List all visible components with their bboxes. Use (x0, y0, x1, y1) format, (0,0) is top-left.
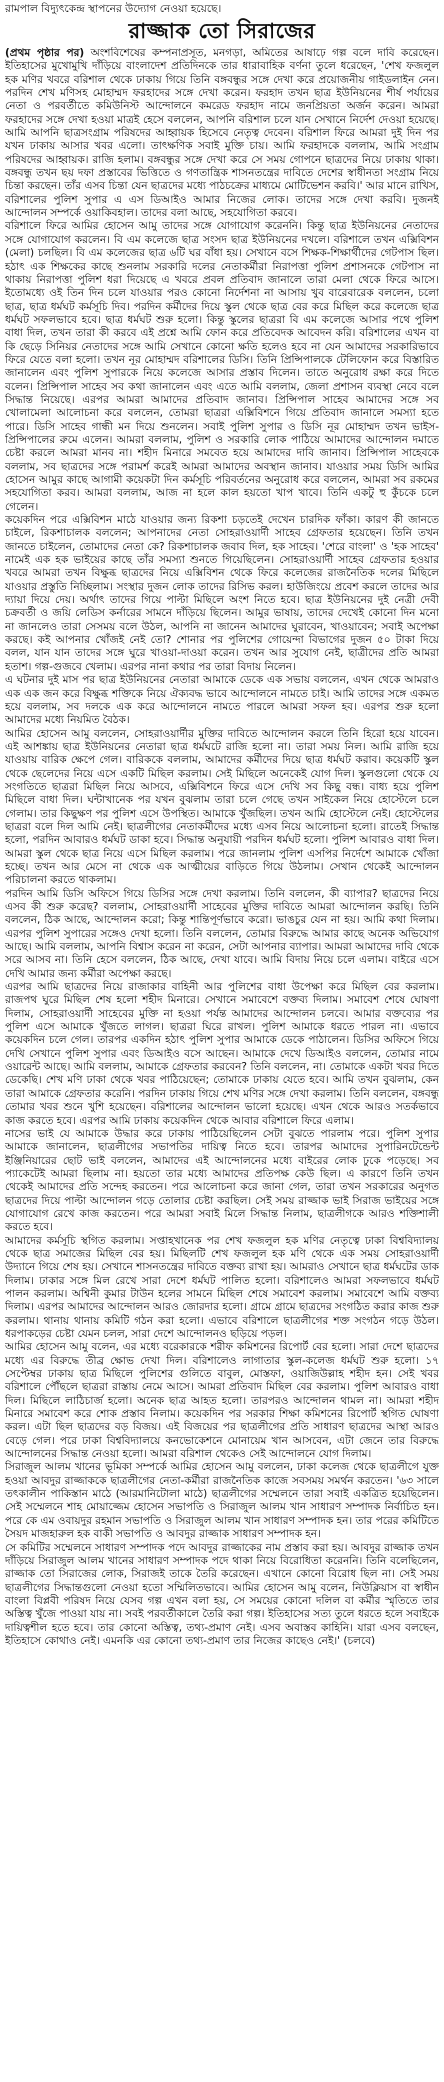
article-paragraph: বরিশালে ফিরে আমির হোসেন আমু তাদের সঙ্গে যোগাযোগ করেননি। কিন্তু ছাত্র ইউনিয়নের নেতাদের সঙ্গে যোগাযোগ করলেন। বি এম কলেজে ছাত্র সংসদ ছাত্র ইউনিয়নের দখলে। বরিশালে তখন এক্সিবিশন (মেলা) চলছিল। বি এম কলেজের ছাত্র ৬টি ঘর বাঁধা হয়। সেখানে বসে শিক্ষক-শিক্ষার্থীদের গেটপাস ছিল। হঠাৎ এক শিক্ষকের কাছে শুনলাম সরকারি দলের নেতাকর্মীরা নিরাপত্তা পুলিশ প্রশাসনকে গেটপাস না থাকায় নিরাপত্তা পুলিশ ধরা দিয়েছে এ খবরে প্রবল প্রতিবাদ জানালে তারা মেলা থেকে ফিরে আসে। ইতোমধ্যে ওই তিন দিন চলে যাওয়ার পরও কোনো নির্দেশনা না আসায় খুব বারেবারেক বললেন, চলো ছাত্র, ছাত্র ধর্মঘট কর্মসূচি দিব। পরদিন কর্মীদের দিয়ে স্কুল থেকে ছাত্র বের করে মিছিল করে কলেজে ছাত্র ধর্মঘট সফলভাবে হবে। ছাত্র ধর্মঘট শুরু হলো। কিন্তু স্কুলের ছাত্ররা বি এম কলেজে আসার পথে পুলিশ বাধা দিল, তখন তারা কী করবে এই প্রশ্নে আমি ফোন করে প্রতিবেদক আবেদন করি। বরিশালের এখন বা কি ছেড়ে সিনিয়র নেতাদের সঙ্গে আমি সেখানে কোনো ক্ষতি হলেও হবে না যেন আমাদের সরকারিভাবে ফিরে যেতে বলা হলো। তখন নূর মোহাম্মদ বরিশালের ডিসি। তিনি প্রিন্সিপালকে টেলিফোন করে বিস্তারিত জানালেন এবং পুলিশ সুপারকে নিয়ে কলেজে আসার প্রস্তাব দিলেন। তাতে অনুরোধ রক্ষা করে দিতে বলেন। প্রিন্সিপাল সাহেব সব কথা জানালেন এবং এতে আমি বললাম, জেলা প্রশাসন ব্যবস্থা নেবে বলে সিদ্ধান্ত নিয়েছে। এরপর আমরা আমাদের প্রতিবাদ জানাব। প্রিন্সিপাল সাহেব আমাদের সঙ্গে সব খোলামেলা আলোচনা করে বললেন, তোমরা ছাত্ররা এক্সিবিশনে গিয়ে প্রতিবাদ জানালে সমস্যা হতে পারে। ডিসি সাহেব গান্ধী মন দিয়ে শুনলেন। সবাই পুলিশ সুপার ও ডিসি নূর মোহাম্মদ তখন ভাইস-প্রিন্সিপালের রুমে এলেন। আমরা বললাম, পুলিশ ও সরকারি লোক পাঠিয়ে আমাদের আন্দোলন দমাতে চেষ্টা করলে আমরা মানব না। শহীদ মিনারে সমবেত হয়ে আমাদের দাবি জানাব। প্রিন্সিপাল সাহেবকে বললাম, সব ছাত্রদের সঙ্গে পরামর্শ করেই আমরা আমাদের অবস্থান জানাব। যাওয়ার সময় ডিসি আমির হোসেন আমুর কাছে আগামী কয়েকটা দিন কর্মসূচি পরিবর্তনের অনুরোধ করে বললেন, আমরা সব রকমের সহযোগিতা করব। আমরা বললাম, আজ না হলে কাল হয়তো খাপ খাবে। তিনি একটু হু কুঁচকে চলে গেলেন। (5, 220, 439, 513)
article-paragraph: এরপর আমি ছাত্রদের নিয়ে রাজাকার বাহিনী আর পুলিশের বাধা উপেক্ষা করে মিছিল বের করলাম। রাজপথ ঘুরে মিছিল শেষ হলো শহীদ মিনারে। সেখানে সমাবেশে বক্তব্য দিলাম। সমাবেশ শেষে ঘোষণা দিলাম, সোহরাওয়ার্দী সাহেবের মুক্তি না হওয়া পর্যন্ত আমাদের আন্দোলন চলবে। আমার বক্তব্যের পর পুলিশ এসে আমাকে খুঁজতে লাগল। ছাত্ররা ঘিরে রাখল। পুলিশ আমাকে ধরতে পারল না। এভাবে কয়েকদিন চলে গেল। তারপর একদিন হঠাৎ পুলিশ সুপার আমাকে ডেকে পাঠালেন। ডিসির অফিসে গিয়ে দেখি সেখানে পুলিশ সুপার এবং ডিআইও বসে আছেন। আমাকে দেখে ডিআইও বললেন, তোমার নামে ওয়ারেন্ট আছে। আমি বললাম, আমাকে গ্রেফতার করবেন? তিনি বললেন, না। তোমাকে একটা খবর দিতে ডেকেছি। শেখ মণি ঢাকা থেকে খবর পাঠিয়েছেন; তোমাকে ঢাকায় যেতে হবে। আমি তখন বুঝলাম, কেন তারা আমাকে গ্রেফতার করেনি। পরদিন ঢাকায় গিয়ে শেখ মণির সঙ্গে দেখা করলাম। তিনি বললেন, বঙ্গবন্ধু তোমার খবর শুনে খুশি হয়েছেন। বরিশালের আন্দোলন ভালো হয়েছে। এখন থেকে আরও সতর্কভাবে কাজ করতে হবে। এরপর আমি ঢাকায় কয়েকদিন থেকে আবার বরিশালে ফিরে এলাম। (5, 981, 439, 1127)
article-paragraph: এ ঘটনার দুই মাস পর ছাত্র ইউনিয়নের নেতারা আমাকে ডেকে এক সভায় বললেন, এখন থেকে আমরাও এক এক জন করে বিক্ষুব্ধ শক্তিকে নিয়ে ঐক্যবদ্ধ ভাবে আন্দোলনে নামতে চাই। আমি তাদের সঙ্গে একমত হয়ে বললাম, সব দলকে এক করে আন্দোলনে নামতে পারলে আমরা সফল হব। এরপর শুরু হলো আমাদের মধ্যে নিয়মিত বৈঠক। (5, 674, 439, 727)
article-paragraph (5, 47, 439, 220)
article-body (5, 47, 439, 2077)
article-paragraph: আমির হোসেন আমু বলেন, এর মধ্যে বরেকারকে শরীফ কমিশনের রিপোর্ট বের হলো। সারা দেশে ছাত্রদের মধ্যে এর বিরুদ্ধে তীব্র ক্ষোভ দেখা দিল। বরিশালেও লাগাতার স্কুল-কলেজ ধর্মঘট শুরু হলো। ১৭ সেপ্টেম্বর ঢাকায় ছাত্র মিছিলে পুলিশের গুলিতে বাবুল, মোস্তফা, ওয়াজিউল্লাহ শহীদ হন। সেই খবর বরিশালে পৌঁছলে ছাত্ররা রাস্তায় নেমে আসে। আমরা প্রতিবাদ মিছিল বের করলাম। পুলিশ আবারও বাধা দিল। মিছিলে লাঠিচার্জ হলো। অনেক ছাত্র আহত হলো। তারপরও আন্দোলন থামল না। আমরা শহীদ মিনারে সমাবেশ করে শোক প্রস্তাব নিলাম। কয়েকদিন পর সরকার শিক্ষা কমিশনের রিপোর্ট স্থগিত ঘোষণা করল। এটা ছিল ছাত্রদের বড় বিজয়। এই বিজয়ের পর ছাত্রলীগের প্রতি সাধারণ ছাত্রদের আস্থা আরও বেড়ে গেল। পরে ঢাকা বিশ্ববিদ্যালয়ে কনভোকেশনে মোনায়েম খান আসবেন, এটা জেনে তার বিরুদ্ধে আন্দোলনের সিদ্ধান্ত নেওয়া হলো। আমরা বরিশাল থেকেও সেই আন্দোলনে যোগ দিলাম। (5, 1341, 439, 1461)
article-paragraph: পরদিন আমি ডিসি অফিসে গিয়ে ডিসির সঙ্গে দেখা করলাম। তিনি বললেন, কী ব্যাপার? ছাত্রদের নিয়ে এসব কী শুরু করেছ? বললাম, সোহরাওয়ার্দী সাহেবের মুক্তির দাবিতে আমরা আন্দোলন করছি। তিনি বললেন, ঠিক আছে, আন্দোলন করো; কিন্তু শান্তিপূর্ণভাবে করো। ভাঙচুর যেন না হয়। আমি কথা দিলাম। এরপর পুলিশ সুপারের সঙ্গেও দেখা হলো। তিনি বললেন, তোমার বিরুদ্ধে আমার কাছে অনেক অভিযোগ আছে। আমি বললাম, আপনি বিশ্বাস করেন না করেন, সেটা আপনার ব্যাপার। আমরা আমাদের দাবি থেকে সরে আসব না। তিনি হেসে বললেন, ঠিক আছে, দেখা যাবে। আমি বিদায় নিয়ে চলে এলাম। বাইরে এসে দেখি আমার জন্য কর্মীরা অপেক্ষা করছে। (5, 887, 439, 980)
article-headline: রাজ্জাক তো সিরাজের (128, 18, 316, 43)
continuation-kicker: (প্রথম পৃষ্ঠার পর) (5, 47, 85, 59)
paragraph-text: অংশবিশেষের কম্পনাপ্রসূত, মনগড়া, অমিতের আষাঢ়ে গল্প বলে দাবি করেছেন। ইতিহাসের মুখোমুখি দাঁড়িয়ে বাংলাদেশ প্রতিদিনকে তার ধারাবাহিক বর্ণনা তুলে ধরেছেন, 'শেখ ফজলুল হক মণির খবরে বরিশাল থেকে ঢাকায় গিয়ে তিনি বঙ্গবন্ধুর সঙ্গে দেখা করে প্রয়োজনীয় গাইডলাইন নেন। পরদিন শেখ মণিসহ মোহাম্মদ ফরহাদের সঙ্গে দেখা করেন। ফরহাদ তখন ছাত্র ইউনিয়নের শীর্ষ পর্যায়ের নেতা ও পরবর্তীতে কমিউনিস্ট আন্দোলনে কমরেড ফরহাদ নামে জনপ্রিয়তা অর্জন করেন। আমরা ফরহাদের সঙ্গে দেখা হওয়া মাত্রই হেসে বললেন, আপনি বরিশাল চলে যান সেখানে নির্দেশ দেওয়া হয়েছে। আমি আপনি ছাত্রসংগ্রাম পরিষদের আহ্বায়ক হিসেবে নেতৃত্ব দেবেন। বরিশাল ফিরে আমরা দুই দিন পর যখন ঢাকায় আসার খবর এলো। তাৎক্ষণিক সবাই মুক্তি চায়। আমি ফরহাদকে বললাম, আমি সংগ্রাম পরিষদের আহ্বায়ক। রাজি হলাম। বঙ্গবন্ধুর সঙ্গে দেখা করে সে সময় গোপনে ছাত্রদের নিয়ে ঢাকায় থাকা। বঙ্গবন্ধু তখন ছয় দফা প্রস্তাবের ভিত্তিতে ও গণতান্ত্রিক শাসনতন্ত্রের দাবিতে দেশের স্বাধীনতা সংগ্রাম নিয়ে চিন্তা করছেন। তাঁর এসব চিন্তা যেন ছাত্রদের মধ্যে পাঠচক্রের মাধ্যমে মোটিভেশন করবি।' আর মানে রাখিস, বরিশালের পুলিশ সুপার এ এস ডিআইও আমার নিজের লোক। তাদের সঙ্গে দেখা করবি। দুজনই আন্দোলন সম্পর্কে ওয়াকিবহাল। তাদের বলা আছে, সহযোগিতা করবে। (5, 47, 439, 220)
article-paragraph: নাসের ভাই যে আমাকে উদ্ধার করে ঢাকায় পাঠিয়েছিলেন সেটা বুঝতে পারলাম পরে। পুলিশ সুপার আমাকে জানালেন, ছাত্রলীগের সভাপতির দায়িত্ব নিতে হবে। তারপর আমাদের সুপারিনটেন্ডেন্ট ইঞ্জিনিয়ারের ছোট ভাই বললেন, আমাদের এই আন্দোলনের মধ্যে বাইরের লোক ঢুকে পড়েছে। সব প্যাকেটেই আমরা ছিলাম না। হয়তো তার মধ্যে আমাদের প্রতিপক্ষ কেউ ছিল। এ কারণে তিনি তখন থেকেই আমাদের প্রতি সন্দেহ করতেন। পরে আলোচনা করে জানা গেল, তারা তখন সরকারের অনুগত ছাত্রদের দিয়ে পাল্টা আন্দোলন গড়ে তোলার চেষ্টা করছিল। সেই সময় রাজ্জাক ভাই সিরাজ ভাইয়ের সঙ্গে যোগাযোগ রেখে কাজ করতেন। পরে আমরা সবাই মিলে সিদ্ধান্ত নিলাম, ছাত্রলীগকে আরও শক্তিশালী করতে হবে। (5, 1127, 439, 1234)
article-paragraph: আমির হোসেন আমু বললেন, সোহরাওয়ার্দীর মুক্তির দাবিতে আন্দোলন করলে তিনি হিরো হয়ে যাবেন। এই আশঙ্কায় ছাত্র ইউনিয়নের নেতারা ছাত্র ধর্মঘটে রাজি হলো না। তারা সময় নিল। আমি রাজি হয়ে যাওয়ায় বারিক ক্ষেপে গেল। বারিককে বললাম, আমাদের কর্মীদের দিয়ে ছাত্র ধর্মঘট করাব। কয়েকটি স্কুল থেকে ছেলেদের নিয়ে এসে একটি মিছিল করলাম। সেই মিছিলে অনেকেই যোগ দিল। স্কুলগুলো থেকে যে সংগতিতে ছাত্ররা মিছিল নিয়ে আসবে, এক্সিবিশনে ফিরে এসে দেখি সব কিছু বন্ধ। বাধ্য হয়ে পুলিশ মিছিলে বাধা দিল। ঘন্টাখানেক পর যখন বুঝলাম তারা চলে গেছে তখন সাইকেল নিয়ে হোস্টেলে চলে গেলাম। তার কিছুক্ষণ পর পুলিশ এসে উপস্থিত। আমাকে খুঁজছিল। তখন আমি হোস্টেলে নেই। হোস্টেলের ছাত্ররা বলে দিল আমি নেই। ছাত্রলীগের নেতাকর্মীদের মধ্যে এসব নিয়ে আলোচনা হলো। রাতেই সিদ্ধান্ত হলো, পরদিন আবারও ধর্মঘট ডাকা হবে। সিদ্ধান্ত অনুযায়ী পরদিন ধর্মঘট হলো। পুলিশ আবারও বাধা দিল। আমরা স্কুল থেকে ছাত্র নিয়ে এসে মিছিল করলাম। পরে জানলাম পুলিশ এসপির নির্দেশে আমাকে খোঁজা হচ্ছে। তখন আর মেসে না থেকে এক আত্মীয়ের বাড়িতে গিয়ে উঠলাম। সেখান থেকেই আন্দোলন পরিচালনা করতে থাকলাম। (5, 727, 439, 887)
article-paragraph: সিরাজুল আলম খানের ভূমিকা সম্পর্কে আমির হোসেন আমু বললেন, ঢাকা কলেজ থেকে ছাত্রলীগে যুক্ত হওয়া আবদুর রাজ্জাককে ছাত্রলীগের নেতা-কর্মীরা রাজনৈতিক কাজে সবসময় সমর্থন করতেন। '৬৩ সালে তৎকালীন পাকিস্তান মাঠে (আরমানিটোলা মাঠে) ছাত্রলীগের সম্মেলনে তারা সবাই একত্রিত হয়েছিলেন। সেই সম্মেলনে শাহ মোয়াজ্জেম হোসেন সভাপতি ও সিরাজুল আলম খান সাধারণ সম্পাদক নির্বাচিত হন। পরে কে এম ওবায়দুর রহমান সভাপতি ও সিরাজুল আলম খান সাধারণ সম্পাদক হন। তার পরের কমিটিতে সৈয়দ মাজহারুল হক বাকী সভাপতি ও আবদুর রাজ্জাক সাধারণ সম্পাদক হন। (5, 1461, 439, 1541)
article-paragraph: কয়েকদিন পরে এক্সিবিশন মাঠে যাওয়ার জন্য রিকশা চড়তেই দেখেন চারদিক ফাঁকা। কারণ কী জানতে চাইলে, রিকশাচালক বললেন; আপনাদের নেতা সোহরাওয়ার্দী সাহেব গ্রেফতার হয়েছেন। তিনি তখন জানতে চাইলেন, তোমাদের নেতা কে? রিকশাচালক জবাব দিল, হক সাহেব। 'শেরে বাংলা' ও 'হক সাহেব' নামেই এক হক ভাইয়ের কাছে তাঁর সমস্যা শুনতে গিয়েছিলেন। সোহরাওয়ার্দী সাহেব গ্রেফতার হওয়ার খবরে আমরা তখন বিক্ষুব্ধ ছাত্রদের নিয়ে এক্সিবিশন থেকে ফিরে কলেজের রাজনৈতিক দলের মিছিলে যাওয়ার প্রস্তুতি নিচ্ছিলাম। সংস্থার দুজন লোক তাদের রিসিভ করল। হাউজিংয়ে প্রবেশ করলে তাদের আর দ্যায়া দিয়ে দেয়। অর্থাৎ তাদের গিয়ে পাল্টা মিছিলে অংশ নিতে হবে। ছাত্র ইউনিয়নের দুই নেত্রী দেবী চক্রবর্তী ও জয়ি লেডিস কর্নারের সামনে দাঁড়িয়ে ছিলেন। আমুর ভাষায়, তাদের দেখেই কোনো দিন মনো না জানলেও তারা সেসময় বলে উঠল, আপনি না জানেন আমাদের ঘুরাবেন, খাওয়াবেন; সবাই অপেক্ষা করছে। কই আপনার খোঁজই নেই তো? শোনার পর পুলিশের গোয়েন্দা বিভাগের দুজন ৫০ টাকা দিয়ে বলল, যান যান তাদের সঙ্গে ঘুরে খাওয়া-দাওয়া করেন। তখন আর সুযোগ নেই, ছাত্রীদের প্রতি আমরা হতাশ। গল্প-গুজবে খেলাম। এরপর নানা কথার পর তারা বিদায় নিলেন। (5, 514, 439, 673)
previous-article-tail: রামপাল বিদ্যুৎকেন্দ্র স্থাপনের উদ্যোগ নেওয়া হয়েছে। (5, 3, 222, 15)
article-paragraph: আমাদের কর্মসূচি স্থগিত করলাম। সপ্তাহখানেক পর শেখ ফজলুল হক মণির নেতৃত্বে ঢাকা বিশ্ববিদ্যালয় থেকে ছাত্র সমাজের মিছিল বের হয়। মিছিলটি শেখ ফজলুল হক মণি থেকে এক সময় সোহরাওয়ার্দী উদ্যানে গিয়ে শেষ হয়। সেখানে শাসনতন্ত্রের দাবিতে বক্তব্য রাখা হয়। আমরাও সেখানে ছাত্র ধর্মঘটের ডাক দিলাম। ঢাকার সঙ্গে মিল রেখে সারা দেশে ধর্মঘট পালিত হলো। বরিশালেও আমরা সফলভাবে ধর্মঘট পালন করলাম। অশ্বিনী কুমার টাউন হলের সামনে মিছিল শেষে সমাবেশ করলাম। সমাবেশে আমি বক্তব্য দিলাম। এরপর আমাদের আন্দোলন আরও জোরদার হলো। গ্রামে গ্রামে ছাত্রদের সংগঠিত করার কাজ শুরু করলাম। থানায় থানায় কমিটি গঠন করা হলো। এভাবে বরিশালে ছাত্রলীগের শক্ত সংগঠন গড়ে উঠল। ধরপাকড়ের চেষ্টা যেমন চলল, সারা দেশে আন্দোলনও ছড়িয়ে পড়ল। (5, 1234, 439, 1340)
article-paragraph: সে কমিটির সম্মেলনে সাধারণ সম্পাদক পদে আবদুর রাজ্জাকের নাম প্রস্তাব করা হয়। আবদুর রাজ্জাক তখন দাঁড়িয়ে সিরাজুল আলম খানের সাধারণ সম্পাদক পদে থাকা নিয়ে বিরোধিতা করেননি। তিনি বলেছিলেন, রাজ্জাক তো সিরাজের লোক, সিরাজই তাকে তৈরি করেছেন। এখানে কোনো বিরোধ ছিল না। সেই সময় ছাত্রলীগের সিদ্ধান্তগুলো নেওয়া হতো সম্মিলিতভাবে। আমির হোসেন আমু বলেন, নিউক্লিয়াস বা স্বাধীন বাংলা বিপ্লবী পরিষদ নিয়ে যেসব গল্প এখন বলা হয়, সে সময়ের কোনো দলিল বা কর্মীর স্মৃতিতে তার অস্তিত্ব খুঁজে পাওয়া যায় না। সবই পরবর্তীকালে তৈরি করা গল্প। ইতিহাসের সত্য তুলে ধরতে হলে সবাইকে দায়িত্বশীল হতে হবে। তার কোনো অস্তিত্ব, তথ্য-প্রমাণ নেই। এসব অবাস্তব কাহিনি। যারা এসব বলছেন, ইতিহাসে কোথাও নেই। এমনকি এর কোনো তথ্য-প্রমাণ তার নিজের কাছেও নেই।' (চলবে) (5, 1541, 439, 1647)
